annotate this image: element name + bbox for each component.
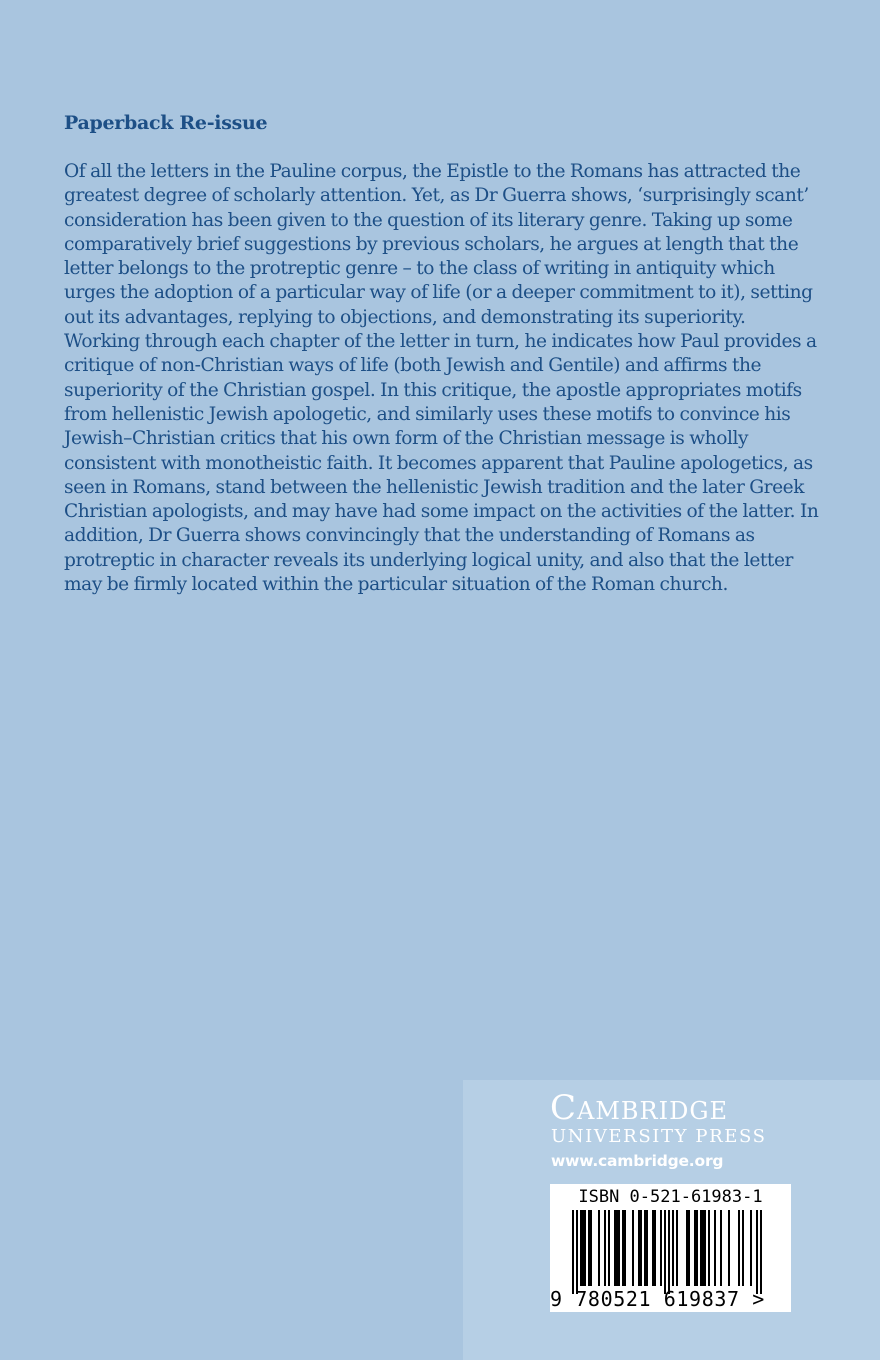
barcode-bar [664, 1210, 666, 1294]
section-heading: Paperback Re-issue [64, 112, 268, 134]
barcode-bar [638, 1210, 642, 1286]
barcode-bar [738, 1210, 740, 1286]
barcode-bar [614, 1210, 620, 1286]
barcode-bar [644, 1210, 648, 1286]
barcode-bar [580, 1210, 586, 1286]
barcode-bar [576, 1210, 578, 1294]
isbn-text: ISBN 0-521-61983-1 [578, 1187, 763, 1207]
barcode-bar [608, 1210, 610, 1286]
barcode-bar [652, 1210, 656, 1286]
barcode-bar [660, 1210, 662, 1286]
barcode-bar [604, 1210, 606, 1286]
barcode-digits: 9 780521 619837 > [550, 1287, 765, 1311]
barcode-bar [708, 1210, 710, 1286]
barcode-label [550, 1184, 791, 1312]
barcode-bar [622, 1210, 626, 1286]
barcode-bar [750, 1210, 752, 1286]
barcode-bar [756, 1210, 758, 1294]
publisher-name: Cambridge [550, 1088, 729, 1128]
barcode-bar [728, 1210, 730, 1286]
book-description: Of all the letters in the Pauline corpus, the Epistle to the Romans has attracted the greatest degree of scholarly attention. Yet, as Dr Guerra shows, ‘surprisingly scant’ consideration has been given to the question of its literary genre. Taking up some comparatively brief suggestions by previous scholars, he argues at length that the letter belongs to the protreptic genre – to the class of writing in antiquity which urges the adoption of a particular way of life (or a deeper commitment to it), setting out its advantages, replying to objections, and demonstrating its superiority. Working through each chapter of the letter in turn, he indicates how Paul provides a critique of non-Christian ways of life (both Jewish and Gentile) and affirms the superiority of the Christian gospel. In this critique, the apostle appropriates motifs from hellenistic Jewish apologetic, and similarly uses these motifs to convince his Jewish–Christian critics that his own form of the Christian message is wholly consistent with monotheistic faith. It becomes apparent that Pauline apologetics, as seen in Romans, stand between the hellenistic Jewish tradition and the later Greek Christian apologists, and may have had some impact on the activities of the latter. In addition, Dr Guerra shows convincingly that the understanding of Romans as protreptic in character reveals its underlying logical unity, and also that the letter may be firmly located within the particular situation of the Roman church. [64, 161, 819, 596]
barcode-bar [676, 1210, 678, 1286]
barcode-bar [668, 1210, 670, 1294]
barcode-bar [760, 1210, 762, 1294]
barcode-bar [700, 1210, 706, 1286]
barcode-bar [714, 1210, 716, 1286]
barcode-bar [686, 1210, 690, 1286]
publisher-subtitle: UNIVERSITY PRESS [551, 1126, 767, 1147]
barcode-bar [742, 1210, 744, 1286]
barcode-bar [572, 1210, 574, 1294]
barcode-bar [672, 1210, 674, 1286]
publisher-url: www.cambridge.org [551, 1152, 724, 1170]
barcode-bar [588, 1210, 592, 1286]
barcode-bar [598, 1210, 600, 1286]
barcode-bar [720, 1210, 722, 1286]
barcode-bar [694, 1210, 698, 1286]
barcode-bar [632, 1210, 634, 1286]
